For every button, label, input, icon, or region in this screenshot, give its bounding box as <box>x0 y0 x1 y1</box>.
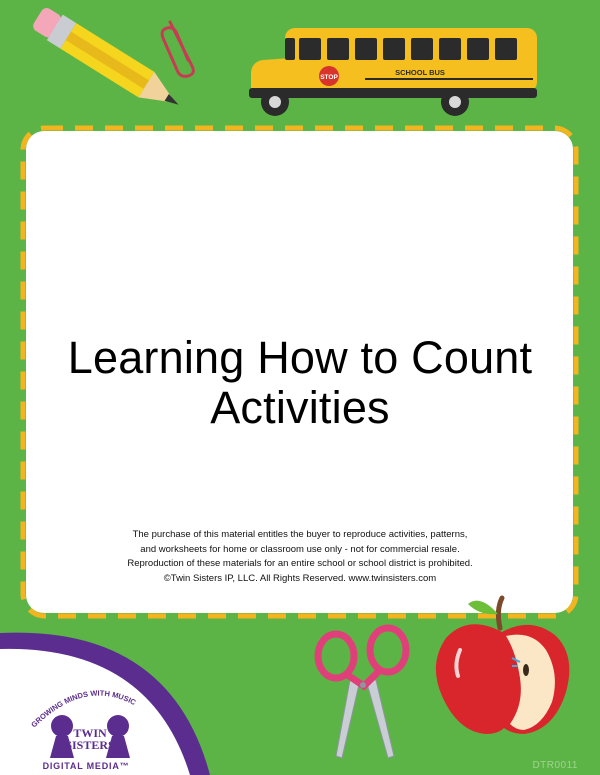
notice-line-1: The purchase of this material entitles the buyer to reproduce activities, patterns, <box>132 529 468 540</box>
twin-sisters-logo <box>18 668 168 772</box>
notice-line-2: and worksheets for home or classroom use only - not for commercial resale. <box>140 543 460 555</box>
copyright-notice <box>40 528 560 586</box>
cover-title <box>0 333 600 433</box>
notice-line-4: ©Twin Sisters IP, LLC. All Rights Reserved. www.twinsisters.com <box>163 572 437 584</box>
logo-name-line-2: SISTERS <box>65 738 115 752</box>
title-line-1: Learning How to Count <box>67 332 533 383</box>
logo-name-line-1: TWIN <box>73 726 107 740</box>
paperclip-icon <box>158 16 200 78</box>
logo-arc-text: GROWING MINDS WITH MUSIC <box>29 688 138 730</box>
product-code: DTR0011 <box>532 760 578 771</box>
logo-division: DIGITAL MEDIA™ <box>42 761 130 771</box>
notice-line-3: Reproduction of these materials for an entire school or school district is prohibited. <box>127 558 473 569</box>
scissors-icon <box>308 622 420 762</box>
title-line-2: Activities <box>210 382 390 433</box>
apple-icon <box>428 592 576 742</box>
stop-sign-label: STOP <box>320 74 338 81</box>
school-bus-illustration <box>245 26 540 118</box>
bus-label: SCHOOL BUS <box>395 68 445 77</box>
